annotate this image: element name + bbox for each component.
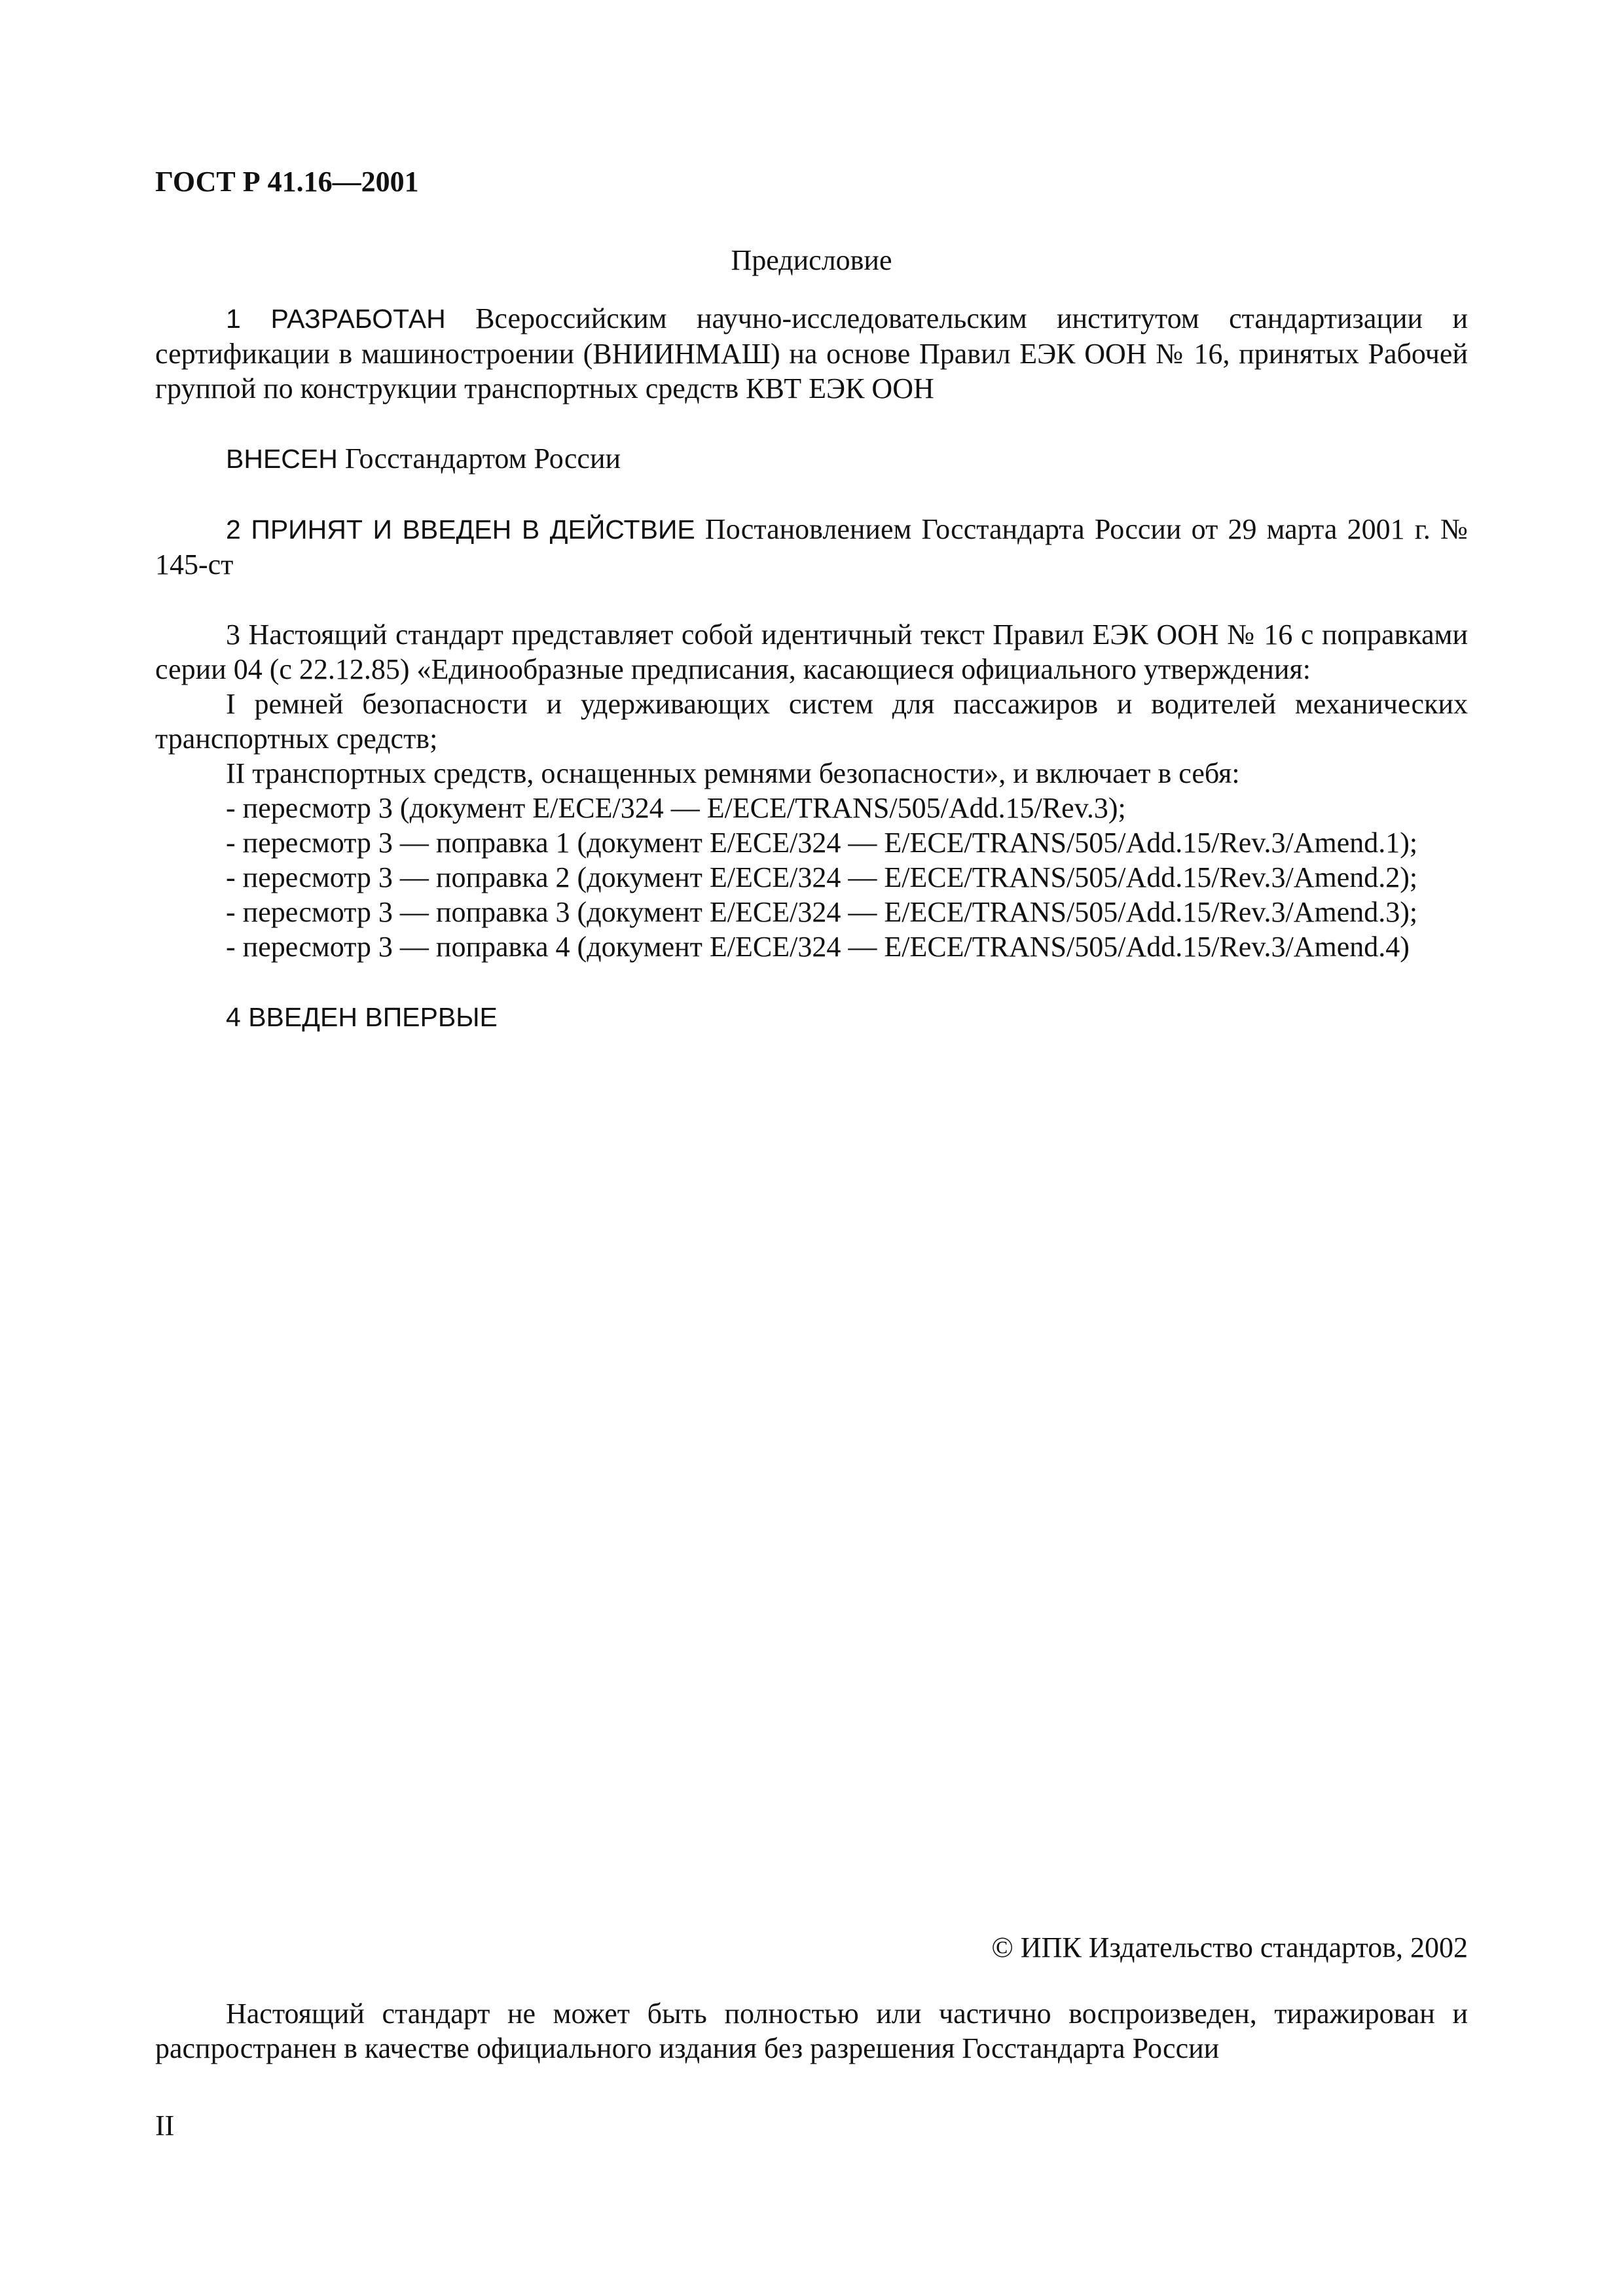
paragraph-developed-lead: 1 РАЗРАБОТАН <box>226 304 446 334</box>
revision-item: - пересмотр 3 — поправка 3 (документ E/ECE/324 — E/ECE/TRANS/505/Add.15/Rev.3/Amend.3); <box>226 896 1418 928</box>
paragraph-adopted-text: Постановлением Госстандарта России от 29 марта 2001 г. № 145-ст <box>155 513 1468 581</box>
revision-item: - пересмотр 3 — поправка 2 (документ E/ECE/324 — E/ECE/TRANS/505/Add.15/Rev.3/Amend.2); <box>226 861 1418 893</box>
paragraph-adopted-lead: 2 ПРИНЯТ И ВВЕДЕН В ДЕЙСТВИЕ <box>226 514 695 545</box>
preface-title: Предисловие <box>731 244 892 276</box>
page-number: II <box>155 2109 175 2142</box>
revision-item: - пересмотр 3 — поправка 1 (документ E/ECE/324 — E/ECE/TRANS/505/Add.15/Rev.3/Amend.1); <box>226 827 1418 859</box>
paragraph-identical-sub2: II транспортных средств, оснащенных ремнями безопасности», и включает в себя: <box>226 757 1240 789</box>
reproduction-notice: Настоящий стандарт не может быть полностью или частично воспроизведен, тиражирован и распространен в качестве официального издания без разрешения Госстандарта России <box>155 1998 1468 2064</box>
paragraph-introduced <box>155 441 1468 476</box>
preface-content <box>155 301 1468 1070</box>
paragraph-first-introduced-lead: 4 ВВЕДЕН ВПЕРВЫЕ <box>226 1002 498 1032</box>
paragraph-introduced-text: Госстандартом России <box>337 442 621 475</box>
paragraph-adopted <box>155 512 1468 582</box>
revision-item: - пересмотр 3 — поправка 4 (документ E/ECE/324 — E/ECE/TRANS/505/Add.15/Rev.3/Amend.4) <box>226 931 1410 963</box>
paragraph-identical-intro: 3 Настоящий стандарт представляет собой идентичный текст Правил ЕЭК ООН № 16 с поправками серии 04 (с 22.12.85) «Единообразные предписания, касающиеся официального утверждения: <box>155 619 1468 685</box>
paragraph-developed-text: Всероссийским научно-исследовательским институтом стандартизации и сертификации в машиностроении (ВНИИНМАШ) на основе Правил ЕЭК ООН № 16, принятых Рабочей группой по конструкции транспортных средств КВТ ЕЭК ООН <box>155 302 1468 404</box>
paragraph-first-introduced <box>155 999 1468 1035</box>
paragraph-identical-text <box>155 617 1468 964</box>
paragraph-introduced-lead: ВНЕСЕН <box>226 444 338 474</box>
paragraph-developed <box>155 301 1468 406</box>
standard-code: ГОСТ Р 41.16—2001 <box>155 166 419 198</box>
paragraph-identical-sub1: I ремней безопасности и удерживающих систем для пассажиров и водителей механических транспортных средств; <box>155 688 1468 755</box>
revision-item: - пересмотр 3 (документ E/ECE/324 — E/ECE/TRANS/505/Add.15/Rev.3); <box>226 792 1126 824</box>
copyright-line: © ИПК Издательство стандартов, 2002 <box>991 1931 1468 1964</box>
